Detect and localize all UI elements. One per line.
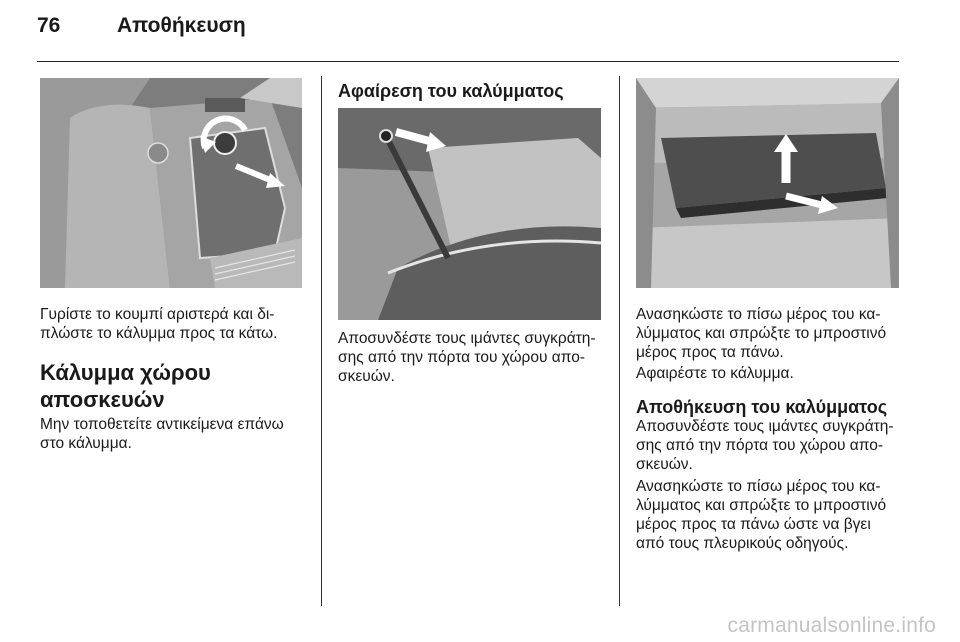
right-text-1: Αποσυνδέστε τους ιμάντες συγκράτη- σης από την πόρτα του χώρου απο- σκευών. — [636, 418, 894, 473]
right-caption-2: Αφαιρέστε το κάλυμμα. — [636, 365, 794, 382]
heading-remove-cover: Αφαίρεση του καλύμματος — [338, 81, 564, 101]
middle-caption: Αποσυνδέστε τους ιμάντες συγκράτη- σης από την πόρτα του χώρου απο- σκευών. — [338, 330, 596, 385]
left-caption: Γυρίστε το κουμπί αριστερά και δι- πλώστε το κάλυμμα προς τα κάτω. — [40, 306, 278, 342]
section-text-cover: Μην τοποθετείτε αντικείμενα επάνω στο κάλυμμα. — [40, 416, 284, 452]
column-divider-left — [321, 76, 322, 606]
figure-tailgate-strap — [338, 108, 601, 320]
header-rule — [37, 61, 899, 62]
right-caption-1: Ανασηκώστε το πίσω μέρος του κα- λύμματος και σπρώξτε το μπροστινό μέρος προς τα πάνω. — [636, 306, 887, 361]
right-text-2: Ανασηκώστε το πίσω μέρος του κα- λύμματος και σπρώξτε το μπροστινό μέρος προς τα πάνω ώστε να βγει από τους πλευρικούς οδηγούς. — [636, 478, 887, 552]
page-title: Αποθήκευση — [117, 14, 246, 37]
figure-trunk-knob — [40, 78, 302, 288]
section-heading-cover: Κάλυμμα χώρου αποσκευών — [40, 360, 211, 412]
figure-lift-cover — [636, 78, 899, 288]
column-divider-right — [619, 76, 620, 606]
page-number: 76 — [37, 14, 61, 37]
heading-store-cover: Αποθήκευση του καλύμματος — [636, 397, 888, 417]
footer-watermark: carmanualsonline.info — [727, 614, 936, 637]
